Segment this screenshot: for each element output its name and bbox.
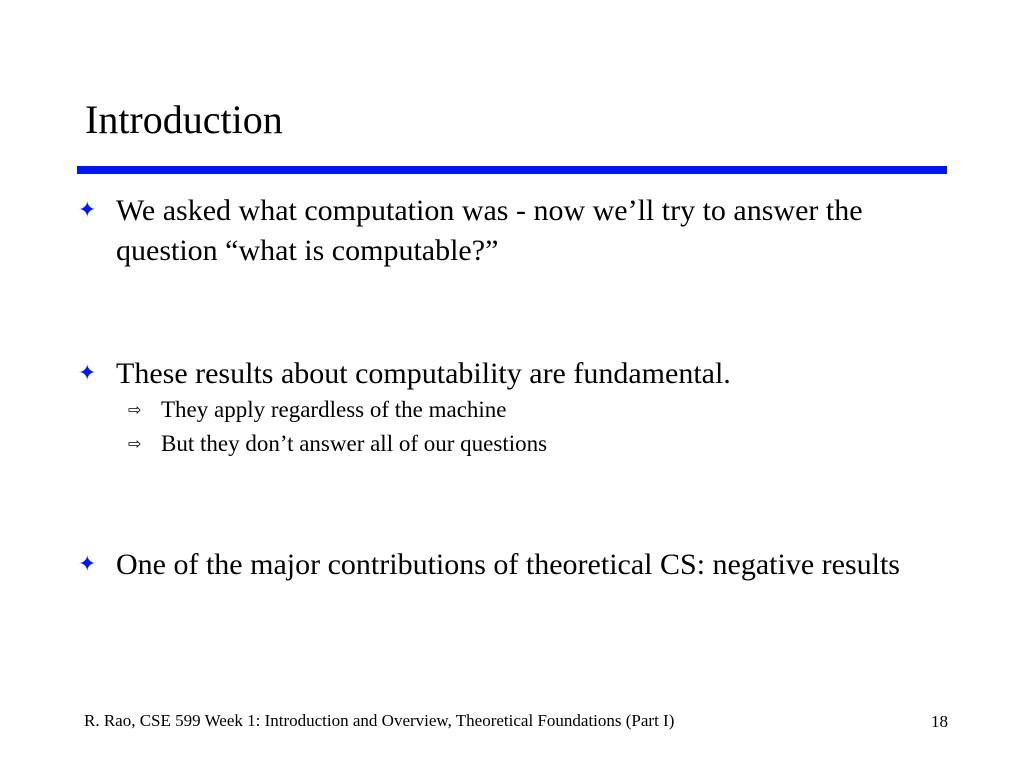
four-pointed-star-icon: ✦ [78, 552, 97, 577]
bullet-item [78, 354, 938, 394]
slide-title: Introduction [85, 97, 283, 142]
sub-bullet-item [128, 394, 928, 426]
slide-footer: R. Rao, CSE 599 Week 1: Introduction and Overview, Theoretical Foundations (Part I) [84, 711, 675, 730]
bullet-text: These results about computability are fundamental. [116, 357, 731, 390]
sub-bullet-item [128, 428, 928, 460]
four-pointed-star-icon: ✦ [78, 361, 97, 386]
bullet-text: One of the major contributions of theoretical CS: negative results [116, 548, 900, 581]
sub-bullet-text: They apply regardless of the machine [161, 397, 507, 422]
hollow-arrow-right-icon: ⇨ [128, 400, 142, 419]
bullet-item [78, 545, 938, 629]
bullet-text: We asked what computation was - now we’ll try to answer the question “what is computable?” [116, 194, 863, 267]
hollow-arrow-right-icon: ⇨ [128, 434, 142, 453]
page-number: 18 [931, 712, 948, 731]
sub-bullet-text: But they don’t answer all of our questions [161, 431, 548, 456]
bullet-item [78, 191, 938, 275]
four-pointed-star-icon: ✦ [78, 198, 97, 223]
title-underline [77, 166, 947, 174]
